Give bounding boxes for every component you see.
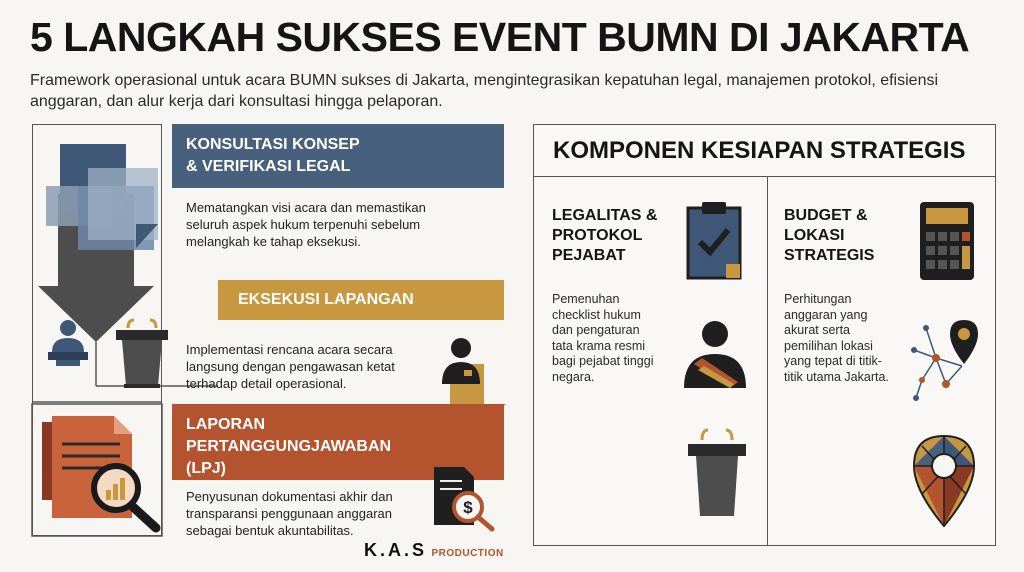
documents-magnifier-icon <box>40 414 162 536</box>
step-lpj-title-3: (LPJ) <box>186 460 226 477</box>
budget-heading-1: BUDGET & <box>784 207 868 224</box>
step-konsultasi-banner <box>172 124 504 188</box>
supervisor-badge-icon <box>440 336 482 386</box>
budget-description: Perhitungan anggaran yang akurat serta pemilihan lokasi yang tepat di titik-titik utama Jakarta. <box>784 292 889 384</box>
budget-heading-2: LOKASI <box>784 227 845 244</box>
step-eksekusi-title: EKSEKUSI LAPANGAN <box>238 291 414 308</box>
step-eksekusi-description: Implementasi rencana acara secara langsung dengan pengawasan ketat terhadap detail operasional. <box>186 342 395 391</box>
step-konsultasi-title-1: KONSULTASI KONSEP <box>186 136 360 153</box>
components-column-divider <box>767 176 768 546</box>
brand-logo <box>364 540 504 561</box>
legalitas-heading-2: PROTOKOL <box>552 227 643 244</box>
clipboard-check-icon <box>686 200 744 280</box>
podium-icon <box>686 428 748 520</box>
step-konsultasi-description: Mematangkan visi acara dan memastikan seluruh aspek hukum terpenuhi sebelum melangkah ke tahap eksekusi. <box>186 200 426 249</box>
svg-text:$: $ <box>463 498 473 517</box>
legalitas-heading-3: PEJABAT <box>552 247 626 264</box>
calculator-icon <box>918 200 976 282</box>
legalitas-heading-1: LEGALITAS & <box>552 207 658 224</box>
geo-pin-icon <box>912 434 976 528</box>
official-sash-icon <box>682 318 748 390</box>
legalitas-heading <box>552 206 682 266</box>
page-title: 5 LANGKAH SUKSES EVENT BUMN DI JAKARTA <box>30 14 970 60</box>
step-eksekusi-banner <box>218 280 504 320</box>
brand-name: K.A.S <box>364 540 428 560</box>
step-lpj-description: Penyusunan dokumentasi akhir dan transparansi penggunaan anggaran sebagai bentuk akuntabilitas. <box>186 489 393 538</box>
components-title: KOMPONEN KESIAPAN STRATEGIS <box>553 137 966 164</box>
legalitas-description: Pemenuhan checklist hukum dan pengaturan tata krama resmi bagi pejabat tinggi negara. <box>552 292 654 384</box>
podium-icon <box>114 318 170 390</box>
step-lpj-title-2: PERTANGGUNGJAWABAN <box>186 438 392 455</box>
step-konsultasi-title-2: & VERIFIKASI LEGAL <box>186 158 351 175</box>
network-location-icon <box>906 318 982 402</box>
brand-suffix: PRODUCTION <box>431 548 504 559</box>
budget-heading <box>784 206 904 266</box>
budget-heading-3: STRATEGIS <box>784 247 875 264</box>
report-budget-icon <box>432 465 496 531</box>
components-divider <box>533 176 996 177</box>
page-subtitle: Framework operasional untuk acara BUMN sukses di Jakarta, mengintegrasikan kepatuhan legal, manajemen protokol, efisiensi anggaran, dan alur kerja dari konsultasi hingga pelaporan. <box>30 72 939 110</box>
person-at-desk-icon <box>46 318 90 370</box>
step-lpj-title-1: LAPORAN <box>186 416 266 433</box>
